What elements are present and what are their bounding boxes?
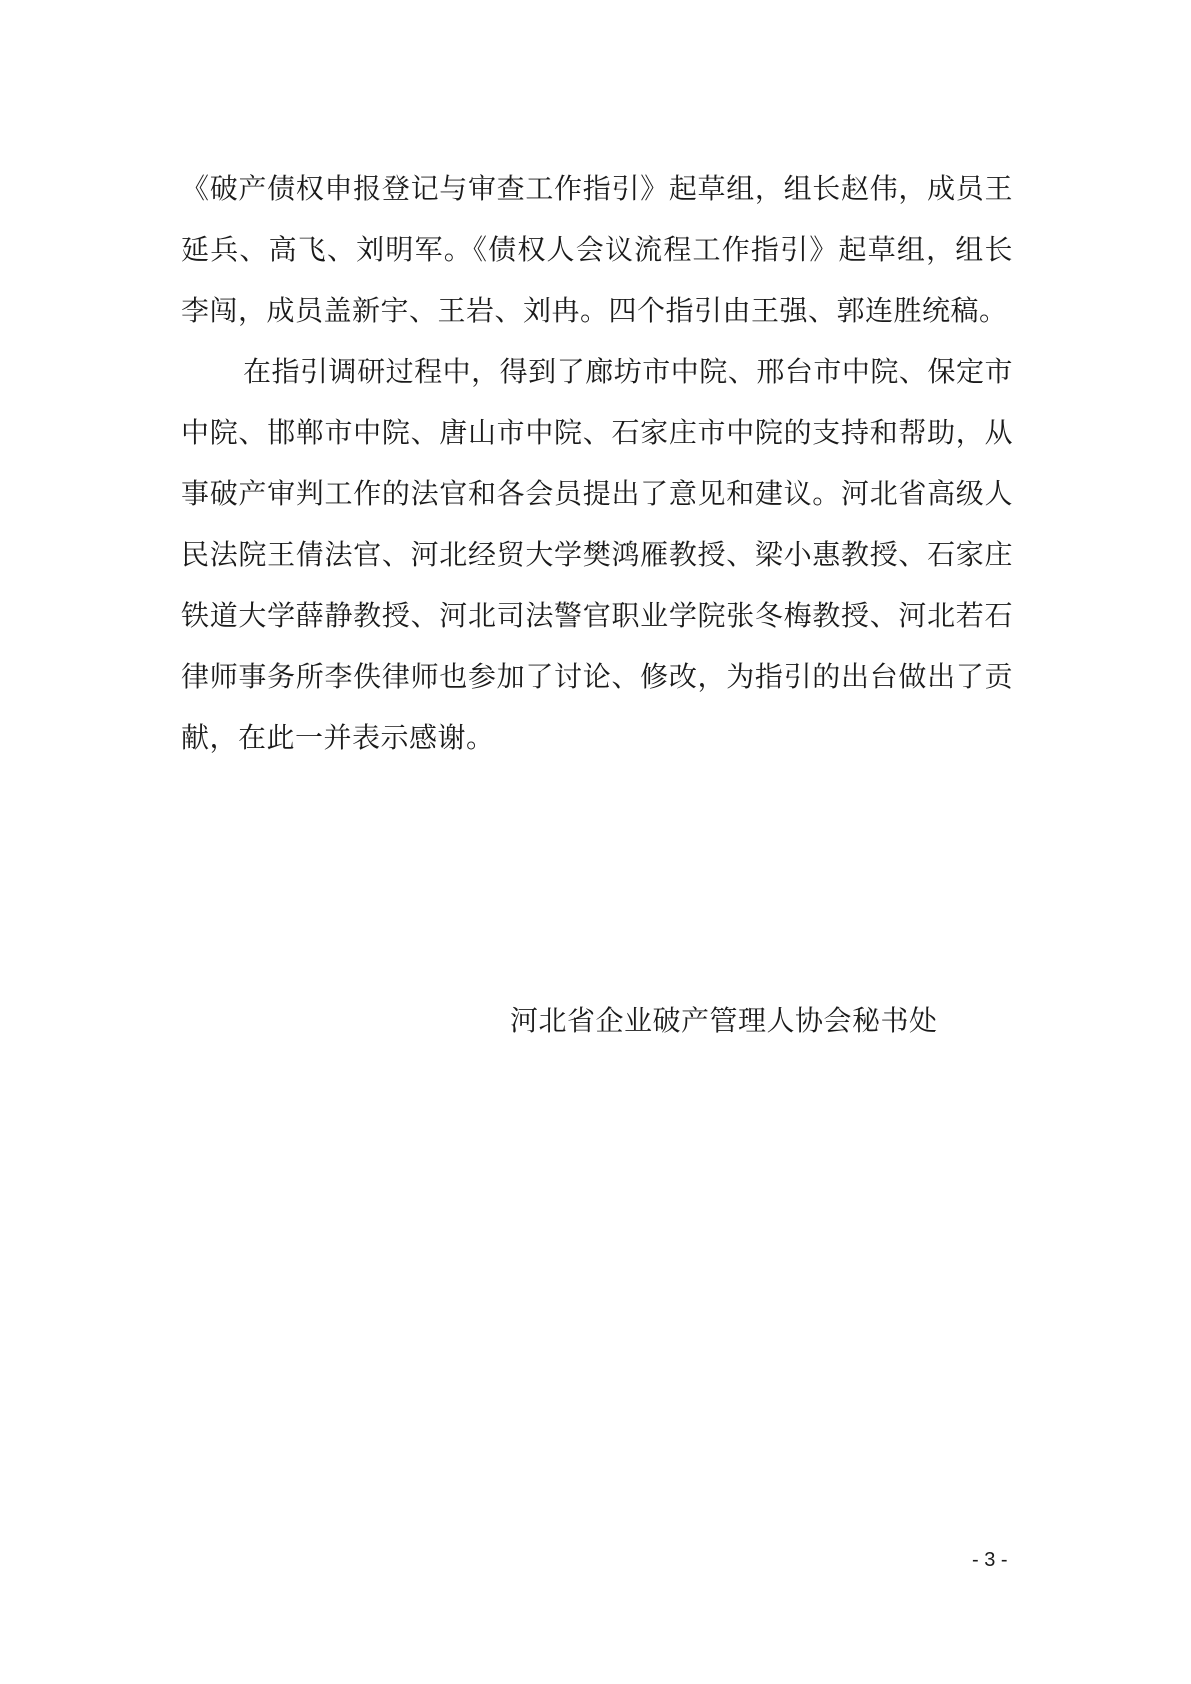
page-number: - 3 - [972, 1549, 1008, 1571]
paragraph-acknowledgements: 在指引调研过程中，得到了廊坊市中院、邢台市中院、保定市中院、邯郸市中院、唐山市中院、石家庄市中院的支持和帮助，从事破产审判工作的法官和各会员提出了意见和建议。河北省高级人民法院王倩法官、河北经贸大学樊鸿雁教授、梁小惠教授、石家庄铁道大学薛静教授、河北司法警官职业学院张冬梅教授、河北若石律师事务所李佚律师也参加了讨论、修改，为指引的出台做出了贡献，在此一并表示感谢。 [181, 355, 1013, 754]
signature-organization: 河北省企业破产管理人协会秘书处 [510, 1004, 938, 1037]
paragraph-drafting-groups: 《破产债权申报登记与审查工作指引》起草组，组长赵伟，成员王延兵、高飞、刘明军。《债权人会议流程工作指引》起草组，组长李闯，成员盖新宇、王岩、刘冉。四个指引由王强、郭连胜统稿。 [181, 172, 1013, 327]
document-body [181, 158, 1013, 768]
